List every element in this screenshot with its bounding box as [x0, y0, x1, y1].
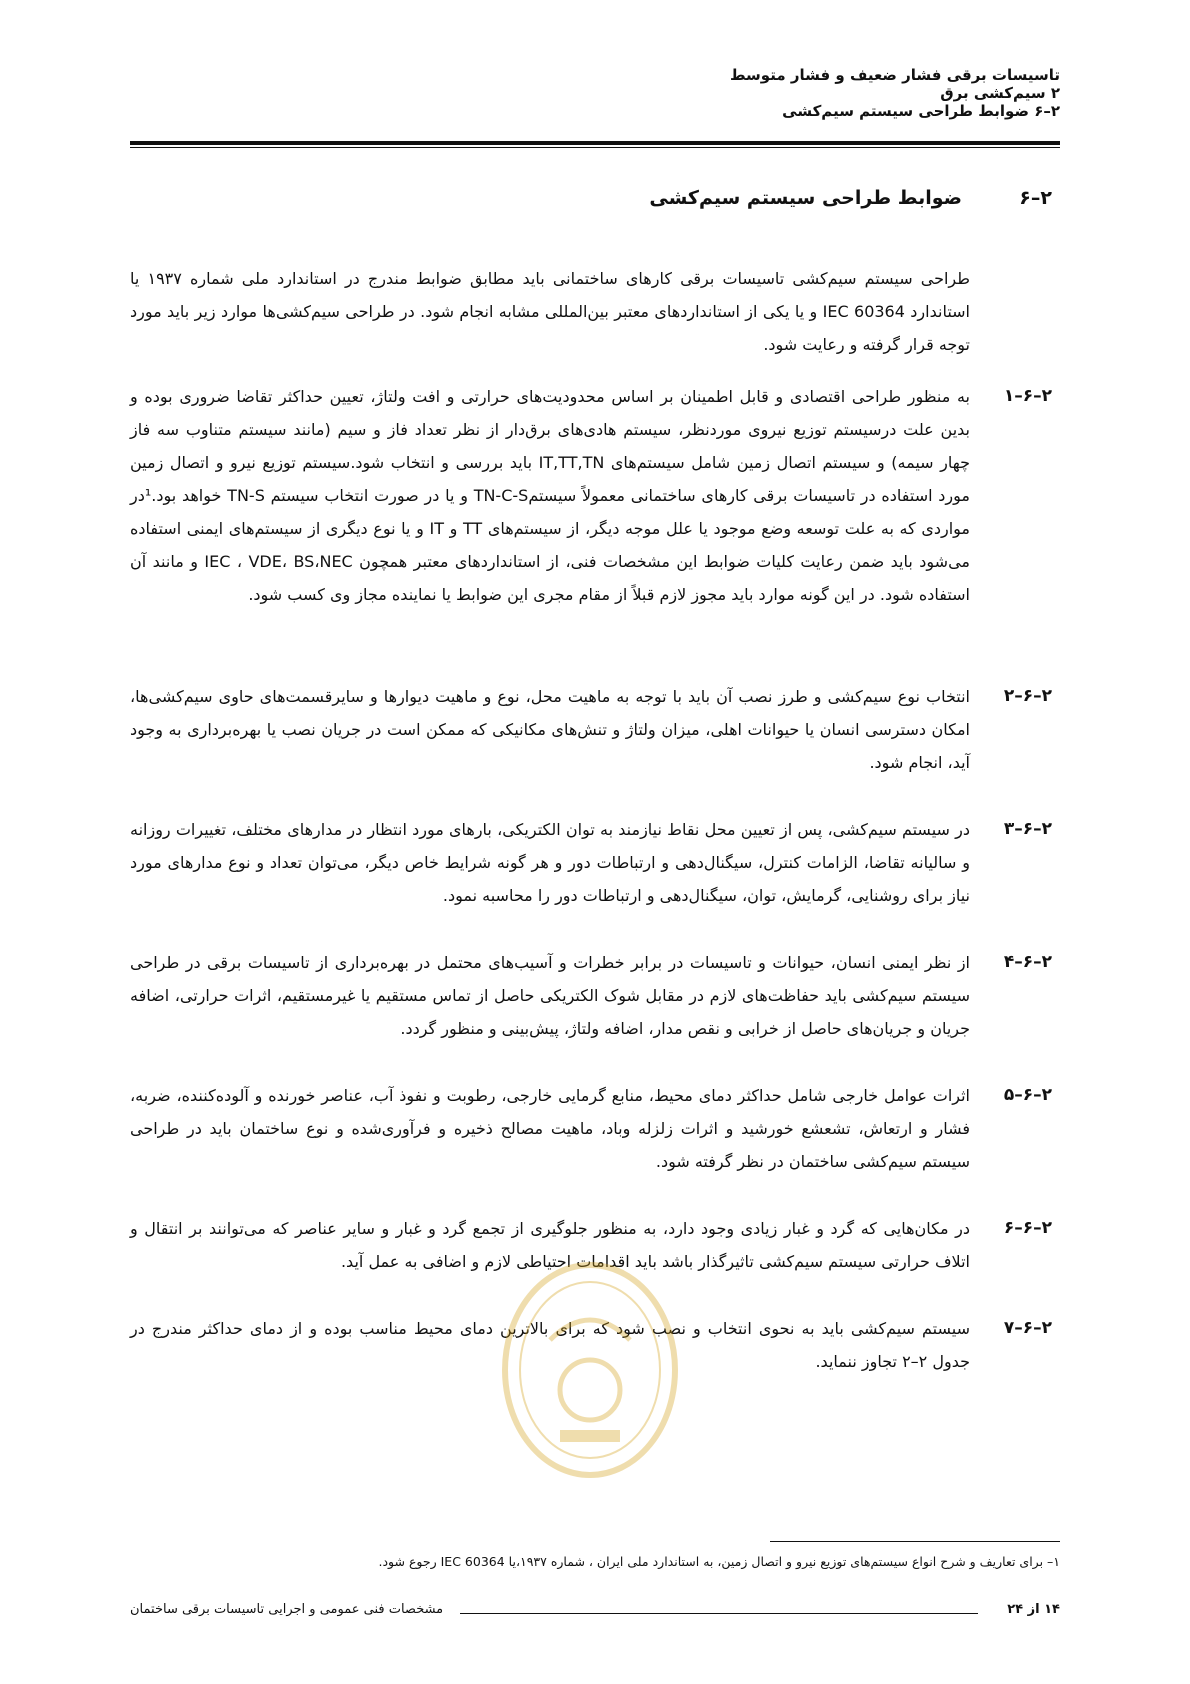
clause-text: در سیستم سیم‌کشی، پس از تعیین محل نقاط نیازمند به توان الکتریکی، بارهای مورد انتظار در مدارهای مختلف، تغییرات روزانه و سالیانه تقاضا، الزامات کنترل، سیگنال‌دهی و ارتباطات دور و هر گونه شرایط خاص دیگر، می‌توان تعداد و نوع مدارهای مورد نیاز برای روشنایی، گرمایش، توان، سیگنال‌دهی و ارتباطات دور را محاسبه نمود.	[130, 820, 970, 905]
intro-paragraph: طراحی سیستم سیم‌کشی تاسیسات برقی کارهای ساختمانی باید مطابق ضوابط مندرج در استاندارد ملی شماره ۱۹۳۷ یا استاندارد IEC 60364 و یا یکی از استانداردهای معتبر بین‌المللی مشابه انجام شود. در طراحی سیم‌کشی‌ها موارد زیر باید مورد توجه قرار گرفته و رعایت شود.	[130, 269, 970, 354]
header-line-3: ۲–۶ ضوابط طراحی سیستم سیم‌کشی	[782, 102, 1060, 120]
page-number: ۱۴ از ۲۴	[1007, 1602, 1060, 1617]
clause-number: ۲–۶–۱	[1003, 386, 1052, 406]
header-divider-thick	[130, 141, 1060, 145]
document-title: مشخصات فنی عمومی و اجرایی تاسیسات برقی ساختمان	[130, 1602, 444, 1617]
section-heading	[130, 187, 1060, 217]
clause-2-6-3	[130, 813, 1060, 912]
clause-text: از نظر ایمنی انسان، حیوانات و تاسیسات در برابر خطرات و آسیب‌های محتمل در بهره‌برداری از تاسیسات برقی در طراحی سیستم سیم‌کشی باید حفاظت‌های لازم در مقابل شوک الکتریکی حاصل از تماس مستقیم یا غیرمستقیم، اثرات حرارتی، اضافه جریان و جریان‌های حاصل از خرابی و نقص مدار، اضافه ولتاژ، پیش‌بینی و منظور گردد.	[130, 953, 970, 1038]
clause-2-6-1	[130, 380, 1060, 611]
clause-number: ۲–۶–۲	[1003, 686, 1052, 706]
clause-number: ۲–۶–۴	[1003, 952, 1052, 972]
section-number: ۲–۶	[1019, 187, 1052, 209]
clause-number: ۲–۶–۶	[1003, 1218, 1052, 1238]
clause-text: در مکان‌هایی که گرد و غبار زیادی وجود دارد، به منظور جلوگیری از تجمع گرد و غبار و سایر عناصر که می‌توانند بر انتقال و اتلاف حرارتی سیستم سیم‌کشی تاثیرگذار باشد باید اقدامات احتیاطی لازم و اضافی به عمل آید.	[130, 1219, 970, 1271]
clause-text: اثرات عوامل خارجی شامل حداکثر دمای محیط، منابع گرمایی خارجی، رطوبت و نفوذ آب، عناصر خورنده و آلوده‌کننده، ضربه، فشار و ارتعاش، تشعشع خورشید و اثرات زلزله وباد، ماهیت مصالح ذخیره و فرآوری‌شده و نوع ساختمان باید در طراحی سیستم سیم‌کشی ساختمان در نظر گرفته شود.	[130, 1086, 970, 1171]
watermark-seal-icon	[490, 1250, 690, 1500]
running-header	[130, 66, 1060, 120]
section-title: ضوابط طراحی سیستم سیم‌کشی	[649, 187, 962, 209]
clause-text: انتخاب نوع سیم‌کشی و طرز نصب آن باید با توجه به ماهیت محل، نوع و ماهیت دیوارها و سایرقسمت‌های حاوی سیم‌کشی‌ها، امکان دسترسی انسان یا حیوانات اهلی، میزان ولتاژ و تنش‌های مکانیکی که ممکن است در جریان نصب یا بهره‌برداری به وجود آید، انجام شود.	[130, 687, 970, 772]
header-line-1: تاسیسات برقی فشار ضعیف و فشار متوسط	[729, 66, 1060, 84]
clause-number: ۲–۶–۷	[1003, 1318, 1052, 1338]
clause-text: سیستم سیم‌کشی باید به نحوی انتخاب و نصب شود که برای بالاترین دمای محیط مناسب بوده و از دمای حداکثر مندرج در جدول ۲–۲ تجاوز ننماید.	[130, 1319, 970, 1371]
clause-number: ۲–۶–۳	[1003, 819, 1052, 839]
header-divider-thin	[130, 147, 1060, 148]
clause-2-6-4	[130, 946, 1060, 1045]
footer-divider	[460, 1613, 978, 1614]
footnote-divider	[770, 1541, 1060, 1542]
footnote: ۱– برای تعاریف و شرح انواع سیستم‌های توزیع نیرو و اتصال زمین، به استاندارد ملی ایران ، شماره ۱۹۳۷،یا IEC 60364 رجوع شود.	[378, 1554, 1060, 1569]
clause-2-6-2	[130, 680, 1060, 779]
clause-number: ۲–۶–۵	[1003, 1085, 1052, 1105]
clause-2-6-5	[130, 1079, 1060, 1178]
clause-text: به منظور طراحی اقتصادی و قابل اطمینان بر اساس محدودیت‌های حرارتی و افت ولتاژ، تعیین حداکثر تقاضا ضروری بوده و بدین علت درسیستم توزیع نیروی موردنظر، سیستم هادی‌های برق‌دار از نظر تعداد فاز و سیم (مانند سیستم متناوب سه فاز چهار سیمه) و سیستم اتصال زمین شامل سیستم‌های IT,TT,TN باید بررسی و انتخاب شود.سیستم توزیع نیرو و اتصال زمین مورد استفاده در تاسیسات برقی کارهای ساختمانی معمولاً سیستمTN-C-S و یا در صورت انتخاب سیستم TN-S خواهد بود.¹در مواردی که به علت توسعه وضع موجود یا علل موجه دیگر، از سیستم‌های TT و IT و یا نوع دیگری از سیستم‌های ایمنی استفاده می‌شود باید ضمن رعایت کلیات ضوابط این مشخصات فنی، از استانداردهای معتبر همچون IEC ، VDE، BS،NEC و مانند آن استفاده شود. در این گونه موارد باید مجوز لازم قبلاً از مقام مجری این ضوابط یا نماینده مجاز وی کسب شود.	[130, 387, 971, 604]
page-footer	[130, 1602, 1060, 1624]
header-line-2: ۲ سیم‌کشی برق	[940, 84, 1060, 102]
